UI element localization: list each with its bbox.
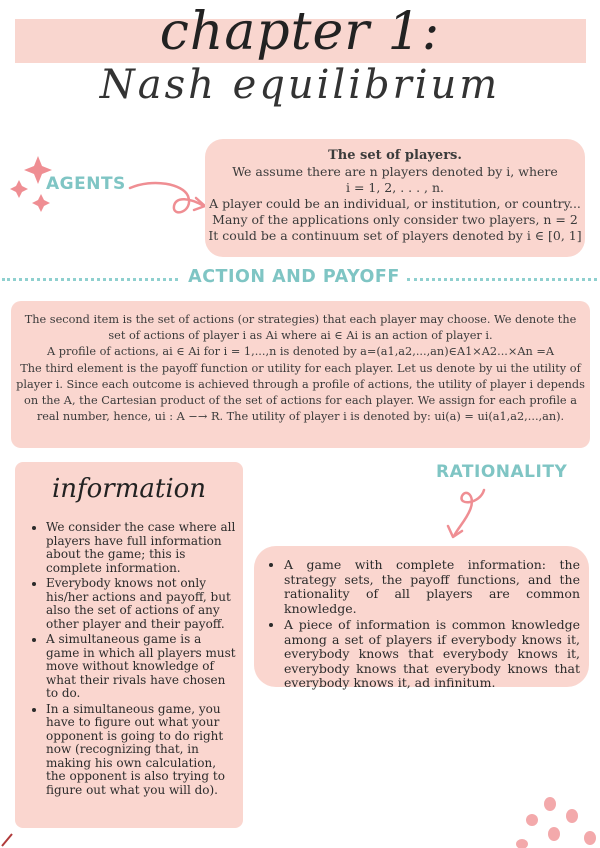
action-line: set of actions of player i as Ai where ai ∈ Ai is an action of player i. xyxy=(108,329,493,343)
page-title: chapter 1: xyxy=(159,2,441,62)
action-payoff-label: ACTION AND PAYOFF xyxy=(188,267,400,287)
curly-arrow-down-icon xyxy=(440,486,490,542)
list-item: • Everybody knows not only his/her actions and payoff, but also the set of actions of any other player and their payoff. xyxy=(46,577,238,631)
agents-label: AGENTS xyxy=(46,174,126,194)
agents-line: We assume there are n players denoted by i, where xyxy=(232,164,558,179)
action-line: The second item is the set of actions (or strategies) that each player may choose. We denote the xyxy=(24,313,577,326)
action-line: A profile of actions, ai ∈ Ai for i = 1,...,n is denoted by a=(a1,a2,...,an)∈A1×A2...×An =A xyxy=(46,345,555,359)
curly-arrow-icon xyxy=(128,176,210,224)
action-line: The third element is the payoff function or utility for each player. Let us denote by ui the utility of xyxy=(20,361,581,375)
corner-mark-icon xyxy=(0,830,16,848)
list-item: • In a simultaneous game, you have to figure out what your opponent is going to do right now (recognizing that, in making his own calculation, the opponent is also trying to figure out what you will do). xyxy=(46,703,238,798)
rationality-label: RATIONALITY xyxy=(436,462,568,482)
action-line: real number, hence, ui : A −→ R. The utility of player i is denoted by: ui(a) = ui(a1,a2,...,an). xyxy=(36,410,565,424)
agents-line: It could be a continuum set of players denoted by i ∈ [0, 1] xyxy=(208,228,582,243)
agents-content xyxy=(205,148,585,244)
list-item: • A piece of information is common knowledge among a set of players if everybody knows it, everybody knows that everybody knows it, everybody knows that everybody knows that everybody knows it, ad infinitum. xyxy=(284,618,580,691)
action-line: on the A, the Cartesian product of the set of actions for each player. We assign for each profile a xyxy=(24,394,577,408)
decorative-dots-icon xyxy=(510,790,600,848)
divider-right xyxy=(407,278,597,281)
agents-line: A player could be an individual, or institution, or country... xyxy=(209,196,581,211)
page-subtitle: Nash equilibrium xyxy=(99,62,501,108)
information-heading: information xyxy=(51,474,207,504)
action-content xyxy=(14,312,587,425)
list-item: • We consider the case where all players have full information about the game; this is complete information. xyxy=(46,521,238,575)
agents-box-title: The set of players. xyxy=(328,148,462,163)
divider-left xyxy=(2,278,178,281)
information-list xyxy=(24,521,238,799)
list-item: • A game with complete information: the strategy sets, the payoff functions, and the rationality of all players are common knowledge. xyxy=(284,558,580,616)
agents-line: i = 1, 2, . . . , n. xyxy=(345,180,445,195)
action-line: player i. Since each outcome is achieved through a profile of actions, the utility of player i depends xyxy=(16,377,585,391)
list-item: • A simultaneous game is a game in which all players must move without knowledge of what their rivals have chosen to do. xyxy=(46,633,238,701)
rationality-list xyxy=(262,558,580,693)
agents-line: Many of the applications only consider two players, n = 2 xyxy=(212,212,578,227)
